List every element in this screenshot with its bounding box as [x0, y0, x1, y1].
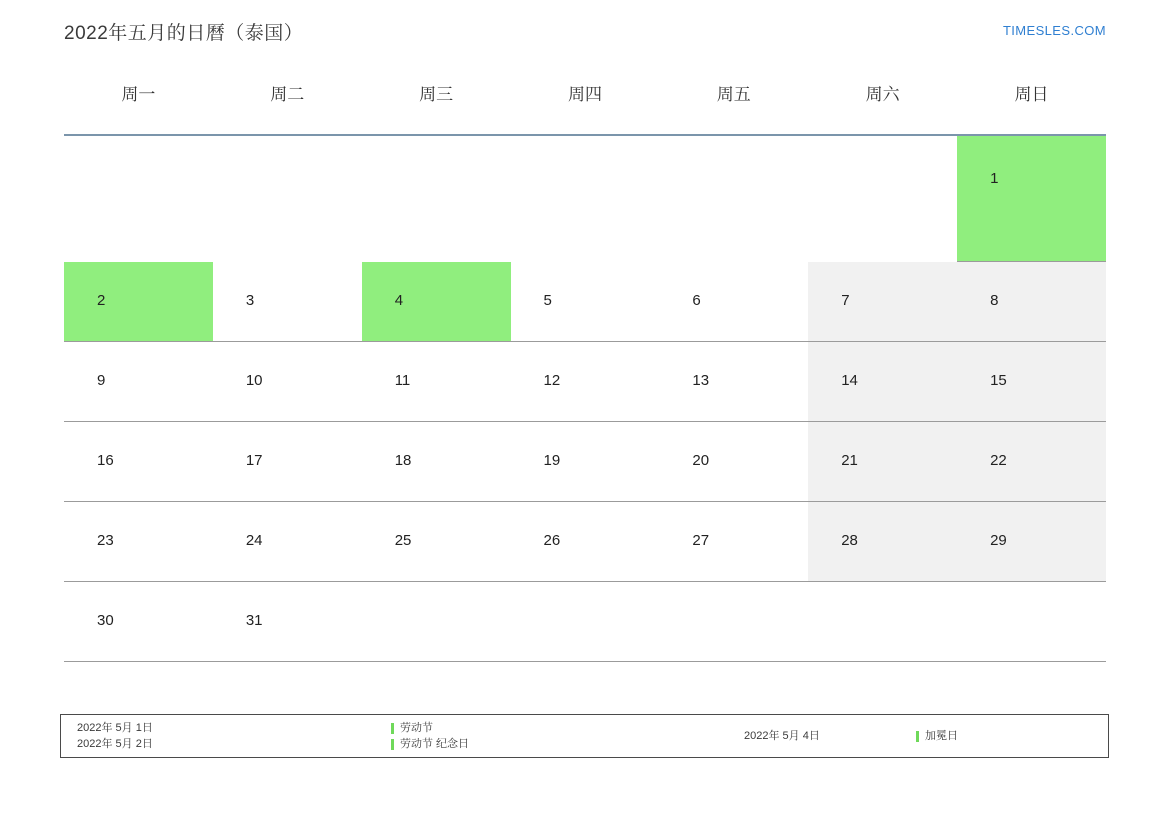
- day-cell: [64, 136, 213, 262]
- day-cell-holiday[interactable]: [362, 262, 511, 342]
- day-cell[interactable]: [213, 422, 362, 502]
- day-cell[interactable]: [213, 502, 362, 582]
- day-cell[interactable]: [511, 422, 660, 502]
- holiday-swatch-icon: [391, 723, 394, 734]
- legend-names-column: [391, 722, 736, 751]
- day-number: 13: [692, 372, 710, 389]
- day-cell: [808, 582, 957, 662]
- day-cell-weekend[interactable]: [957, 262, 1106, 342]
- calendar-week-row: [64, 136, 1106, 262]
- day-number: 18: [394, 452, 412, 469]
- day-cell: [362, 136, 511, 262]
- calendar-week-row: [64, 342, 1106, 422]
- weekday-monday: 周一: [121, 85, 156, 104]
- day-number: 14: [841, 372, 858, 389]
- day-number: 7: [841, 292, 850, 309]
- legend-item: [744, 730, 916, 743]
- day-cell: [362, 582, 511, 662]
- day-cell[interactable]: [659, 502, 808, 582]
- legend-dates-column-2: [736, 730, 916, 743]
- day-cell-weekend[interactable]: [808, 262, 957, 342]
- day-number: 5: [543, 292, 552, 309]
- day-cell-holiday[interactable]: [64, 262, 213, 342]
- holiday-swatch-icon: [391, 739, 394, 750]
- legend-names-column-2: [916, 730, 1096, 743]
- day-cell[interactable]: [64, 582, 213, 662]
- day-cell[interactable]: [213, 342, 362, 422]
- day-number: 22: [990, 452, 1007, 469]
- day-number: 1: [990, 170, 999, 187]
- calendar-week-row: [64, 502, 1106, 582]
- day-cell[interactable]: [362, 502, 511, 582]
- holiday-legend: [60, 714, 1109, 758]
- day-number: 19: [543, 452, 561, 469]
- legend-item: [77, 738, 391, 751]
- day-cell: [659, 582, 808, 662]
- day-number: 20: [692, 452, 710, 469]
- day-cell[interactable]: [213, 582, 362, 662]
- day-number: 6: [692, 292, 701, 309]
- day-number: 21: [841, 452, 858, 469]
- legend-holiday-name: 加冕日: [925, 729, 958, 742]
- day-number: 24: [245, 532, 263, 549]
- legend-date: 2022年 5月 1日: [77, 721, 153, 734]
- day-cell[interactable]: [511, 342, 660, 422]
- day-cell-weekend[interactable]: [957, 342, 1106, 422]
- day-number: 25: [394, 532, 412, 549]
- day-number: 17: [245, 452, 263, 469]
- day-number: 9: [97, 372, 106, 389]
- day-number: 16: [97, 452, 114, 469]
- day-number: 10: [245, 372, 263, 389]
- legend-item: [391, 722, 736, 735]
- day-number: 31: [245, 612, 263, 629]
- day-cell-weekend[interactable]: [957, 422, 1106, 502]
- legend-dates-column: [61, 722, 391, 751]
- day-cell[interactable]: [511, 262, 660, 342]
- day-cell[interactable]: [659, 262, 808, 342]
- day-number: 3: [245, 292, 255, 309]
- day-cell[interactable]: [64, 422, 213, 502]
- day-cell[interactable]: [362, 422, 511, 502]
- page-header: [64, 18, 1106, 52]
- day-cell[interactable]: [659, 422, 808, 502]
- day-number: 12: [543, 372, 561, 389]
- weekday-sunday: 周日: [1014, 85, 1049, 104]
- calendar-grid: [64, 134, 1106, 662]
- day-number: 23: [97, 532, 114, 549]
- legend-item: [391, 738, 736, 751]
- day-number: 26: [543, 532, 561, 549]
- day-cell: [511, 582, 660, 662]
- day-cell-holiday[interactable]: [957, 136, 1106, 262]
- brand-link[interactable]: TIMESLES.COM: [1002, 23, 1106, 38]
- day-cell[interactable]: [64, 502, 213, 582]
- day-number: 2: [97, 292, 106, 309]
- legend-date: 2022年 5月 2日: [77, 737, 153, 750]
- day-cell[interactable]: [64, 342, 213, 422]
- day-cell-weekend[interactable]: [957, 502, 1106, 582]
- weekday-thursday: 周四: [567, 85, 602, 104]
- day-number: 27: [692, 532, 710, 549]
- day-cell: [511, 136, 660, 262]
- page-title: 2022年五月的日曆（泰国）: [64, 23, 304, 44]
- legend-holiday-name: 劳动节 纪念日: [400, 737, 470, 750]
- day-cell: [957, 582, 1106, 662]
- day-cell[interactable]: [511, 502, 660, 582]
- day-number: 29: [990, 532, 1007, 549]
- legend-date: 2022年 5月 4日: [744, 729, 820, 742]
- day-cell[interactable]: [362, 342, 511, 422]
- day-cell: [808, 136, 957, 262]
- day-cell[interactable]: [659, 342, 808, 422]
- weekday-friday: 周五: [716, 85, 751, 104]
- day-cell-weekend[interactable]: [808, 342, 957, 422]
- day-number: 30: [97, 612, 114, 629]
- weekday-saturday: 周六: [865, 85, 900, 104]
- calendar-week-row: [64, 422, 1106, 502]
- weekday-wednesday: 周三: [419, 85, 454, 104]
- weekday-header-row: [64, 80, 1106, 119]
- day-number: 8: [990, 292, 999, 309]
- holiday-swatch-icon: [916, 731, 919, 742]
- day-cell-weekend[interactable]: [808, 502, 957, 582]
- legend-holiday-name: 劳动节: [400, 721, 433, 734]
- weekday-tuesday: 周二: [270, 85, 305, 104]
- legend-item: [77, 722, 391, 735]
- day-number: 11: [394, 372, 411, 389]
- day-cell: [659, 136, 808, 262]
- day-number: 28: [841, 532, 858, 549]
- calendar-week-row: [64, 262, 1106, 342]
- day-number: 4: [394, 292, 404, 309]
- day-cell[interactable]: [213, 262, 362, 342]
- calendar-week-row: [64, 582, 1106, 662]
- day-number: 15: [990, 372, 1007, 389]
- legend-item: [916, 730, 1096, 743]
- day-cell-weekend[interactable]: [808, 422, 957, 502]
- day-cell: [213, 136, 362, 262]
